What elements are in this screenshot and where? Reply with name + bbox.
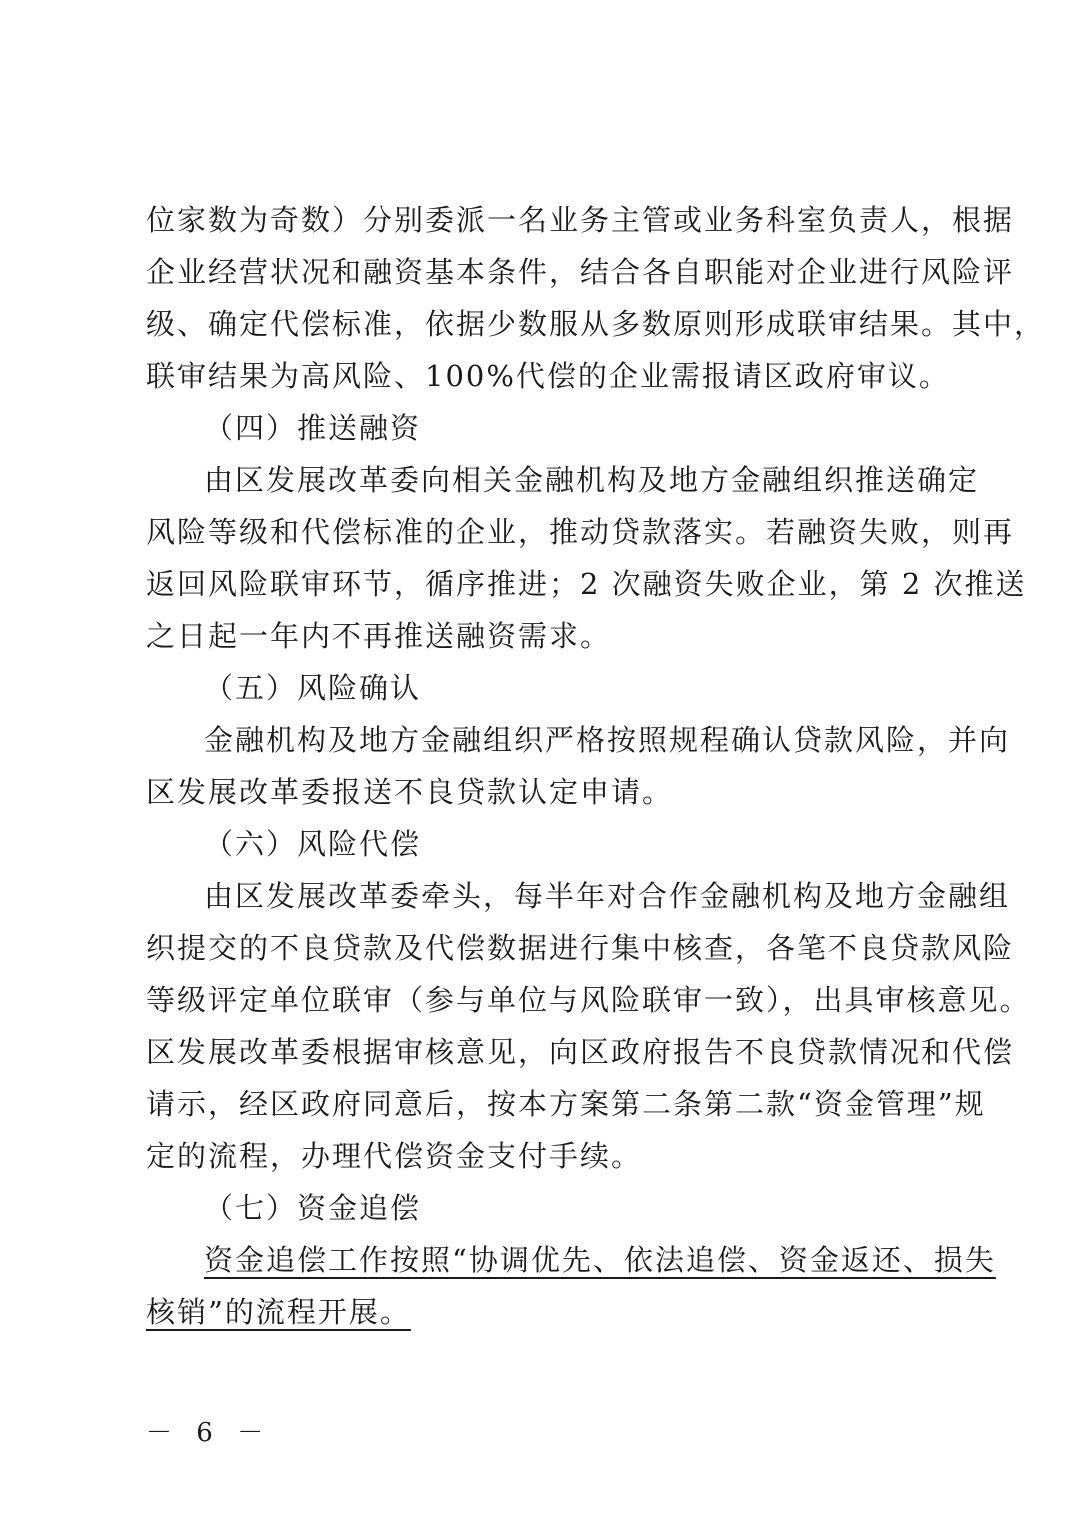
paragraph-line: 由区发展改革委向相关金融机构及地方金融组织推送确定 [204, 463, 980, 497]
page-number: － 6 － [146, 1418, 272, 1448]
paragraph-line: 位家数为奇数）分别委派一名业务主管或业务科室负责人，根据 [146, 203, 1015, 237]
paragraph-line: 风险等级和代偿标准的企业，推动贷款落实。若融资失败，则再 [146, 515, 1015, 549]
paragraph-line: 金融机构及地方金融组织严格按照规程确认贷款风险，并向 [204, 723, 1011, 757]
section-heading-6: （六）风险代偿 [204, 827, 422, 861]
paragraph-line: 由区发展改革委牵头，每半年对合作金融机构及地方金融组 [204, 879, 1011, 913]
paragraph-line: 等级评定单位联审（参与单位与风险联审一致），出具审核意见。 [146, 983, 1031, 1017]
paragraph-line: 联审结果为高风险、100%代偿的企业需报请区政府审议。 [146, 359, 950, 393]
section-heading-7: （七）资金追偿 [204, 1191, 422, 1225]
paragraph-line: 级、确定代偿标准，依据少数服从多数原则形成联审结果。其中， [146, 307, 1046, 341]
section-heading-4: （四）推送融资 [204, 411, 422, 445]
paragraph-line: 织提交的不良贷款及代偿数据进行集中核查，各笔不良贷款风险 [146, 931, 1015, 965]
paragraph-line-underlined: 资金追偿工作按照“协调优先、依法追偿、资金返还、损失 [204, 1243, 996, 1277]
paragraph-line: 区发展改革委根据审核意见，向区政府报告不良贷款情况和代偿 [146, 1035, 1015, 1069]
paragraph-line: 返回风险联审环节，循序推进；2 次融资失败企业，第 2 次推送 [146, 567, 1027, 601]
paragraph-line: 之日起一年内不再推送融资需求。 [146, 619, 612, 653]
paragraph-line: 定的流程，办理代偿资金支付手续。 [146, 1139, 643, 1173]
paragraph-line-underlined: 核销”的流程开展。 [146, 1295, 411, 1329]
paragraph-line: 企业经营状况和融资基本条件，结合各自职能对企业进行风险评 [146, 255, 1015, 289]
paragraph-line: 请示，经区政府同意后，按本方案第二条第二款“资金管理”规 [146, 1087, 986, 1121]
section-heading-5: （五）风险确认 [204, 671, 422, 705]
paragraph-line: 区发展改革委报送不良贷款认定申请。 [146, 775, 674, 809]
